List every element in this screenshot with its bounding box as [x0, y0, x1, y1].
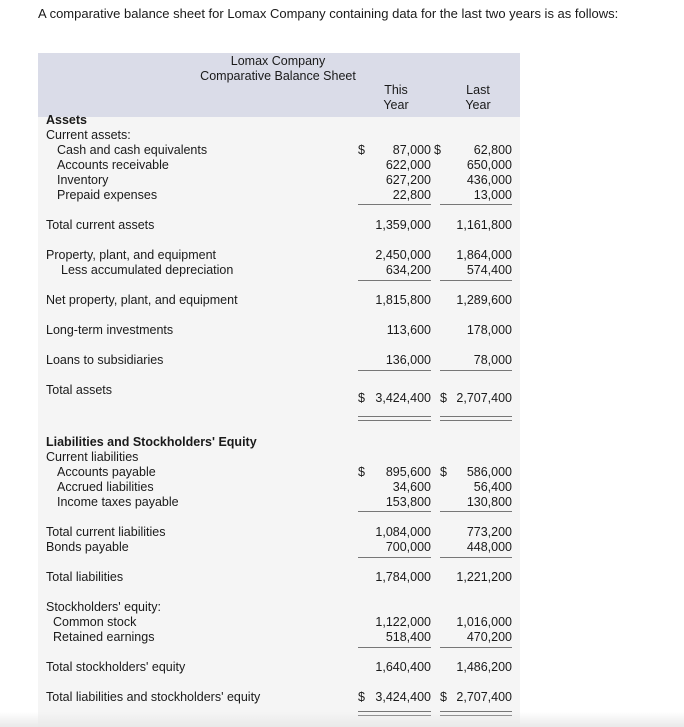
value-this-year: 700,000: [385, 540, 431, 554]
row-label: Long-term investments: [46, 323, 174, 337]
value-last-year: 2,707,400: [456, 391, 512, 405]
row-label: Total current liabilities: [46, 525, 166, 539]
row-label: Total current assets: [46, 218, 155, 232]
value-last-year: 436,000: [466, 173, 512, 187]
company-name: Lomax Company: [230, 54, 326, 68]
underline: [440, 511, 512, 512]
row-label: Retained earnings: [53, 630, 155, 644]
value-this-year: 1,784,000: [375, 570, 431, 584]
col-last-year-2: Year: [465, 98, 491, 112]
value-last-year: 1,289,600: [456, 293, 512, 307]
value-last-year: 13,000: [473, 188, 512, 202]
underline: [358, 370, 431, 371]
dollar-sign: $: [358, 143, 365, 157]
value-this-year: 34,600: [392, 480, 431, 494]
value-this-year: 1,122,000: [375, 615, 431, 629]
dollar-sign: $: [434, 143, 441, 157]
value-this-year: 22,800: [392, 188, 431, 202]
underline: [440, 280, 512, 281]
row-label: Accounts payable: [57, 465, 156, 479]
value-this-year: 87,000: [392, 143, 431, 157]
col-this-year: This: [384, 83, 408, 97]
underline: [440, 557, 512, 558]
value-this-year: 1,815,800: [375, 293, 431, 307]
row-label: Cash and cash equivalents: [57, 143, 208, 157]
underline: [358, 204, 431, 205]
value-last-year: 470,200: [466, 630, 512, 644]
value-this-year: 1,640,400: [375, 660, 431, 674]
underline: [358, 280, 431, 281]
value-this-year: 1,084,000: [375, 525, 431, 539]
value-last-year: 1,864,000: [456, 248, 512, 262]
stockholders-equity-label: Stockholders' equity:: [46, 600, 161, 614]
col-this-year-2: Year: [383, 98, 409, 112]
value-this-year: 3,424,400: [375, 690, 431, 704]
double-underline: [358, 416, 431, 421]
value-last-year: 650,000: [466, 158, 512, 172]
dollar-sign: $: [358, 690, 365, 704]
underline: [358, 647, 431, 648]
value-last-year: 130,800: [466, 495, 512, 509]
value-last-year: 773,200: [466, 525, 512, 539]
dollar-sign: $: [440, 465, 447, 479]
row-label: Accrued liabilities: [57, 480, 154, 494]
row-label: Loans to subsidiaries: [46, 353, 164, 367]
value-this-year: 518,400: [385, 630, 431, 644]
row-label: Property, plant, and equipment: [46, 248, 217, 262]
value-last-year: 178,000: [466, 323, 512, 337]
row-label: Accounts receivable: [57, 158, 169, 172]
value-this-year: 634,200: [385, 263, 431, 277]
col-last-year: Last: [466, 83, 490, 97]
row-label: Total assets: [46, 383, 113, 397]
row-label: Total liabilities and stockholders' equity: [46, 690, 261, 704]
value-this-year: 113,600: [386, 323, 431, 337]
value-this-year: 153,800: [385, 495, 431, 509]
value-last-year: 1,161,800: [456, 218, 512, 232]
dollar-sign: $: [440, 690, 447, 704]
liabilities-heading: Liabilities and Stockholders' Equity: [46, 435, 257, 449]
bottom-shadow: [0, 712, 684, 727]
dollar-sign: $: [358, 465, 365, 479]
row-label: Bonds payable: [46, 540, 129, 554]
dollar-sign: $: [358, 391, 365, 405]
row-label: Prepaid expenses: [57, 188, 158, 202]
current-liabilities-label: Current liabilities: [46, 450, 139, 464]
value-last-year: 2,707,400: [456, 690, 512, 704]
value-this-year: 2,450,000: [375, 248, 431, 262]
assets-heading: Assets: [46, 113, 87, 127]
current-assets-label: Current assets:: [46, 128, 131, 142]
intro-text: A comparative balance sheet for Lomax Company containing data for the last two years is as follows:: [38, 6, 619, 21]
row-label: Net property, plant, and equipment: [46, 293, 238, 307]
value-last-year: 78,000: [473, 353, 512, 367]
row-label: Total liabilities: [46, 570, 124, 584]
value-last-year: 62,800: [473, 143, 512, 157]
underline: [440, 370, 512, 371]
value-last-year: 1,221,200: [456, 570, 512, 584]
value-this-year: 622,000: [385, 158, 431, 172]
underline: [440, 204, 512, 205]
value-this-year: 895,600: [385, 465, 431, 479]
dollar-sign: $: [440, 391, 447, 405]
value-last-year: 574,400: [466, 263, 512, 277]
row-label: Common stock: [53, 615, 137, 629]
value-this-year: 627,200: [385, 173, 431, 187]
value-last-year: 1,016,000: [456, 615, 512, 629]
double-underline: [440, 416, 512, 421]
row-label: Inventory: [57, 173, 109, 187]
row-label: Income taxes payable: [57, 495, 179, 509]
value-this-year: 1,359,000: [375, 218, 431, 232]
value-last-year: 586,000: [466, 465, 512, 479]
row-label: Total stockholders' equity: [46, 660, 186, 674]
value-last-year: 56,400: [473, 480, 512, 494]
row-label: Less accumulated depreciation: [61, 263, 234, 277]
underline: [358, 557, 431, 558]
value-this-year: 3,424,400: [375, 391, 431, 405]
value-last-year: 1,486,200: [456, 660, 512, 674]
value-last-year: 448,000: [466, 540, 512, 554]
sheet-title: Comparative Balance Sheet: [200, 69, 356, 83]
underline: [440, 647, 512, 648]
value-this-year: 136,000: [385, 353, 431, 367]
underline: [358, 511, 431, 512]
